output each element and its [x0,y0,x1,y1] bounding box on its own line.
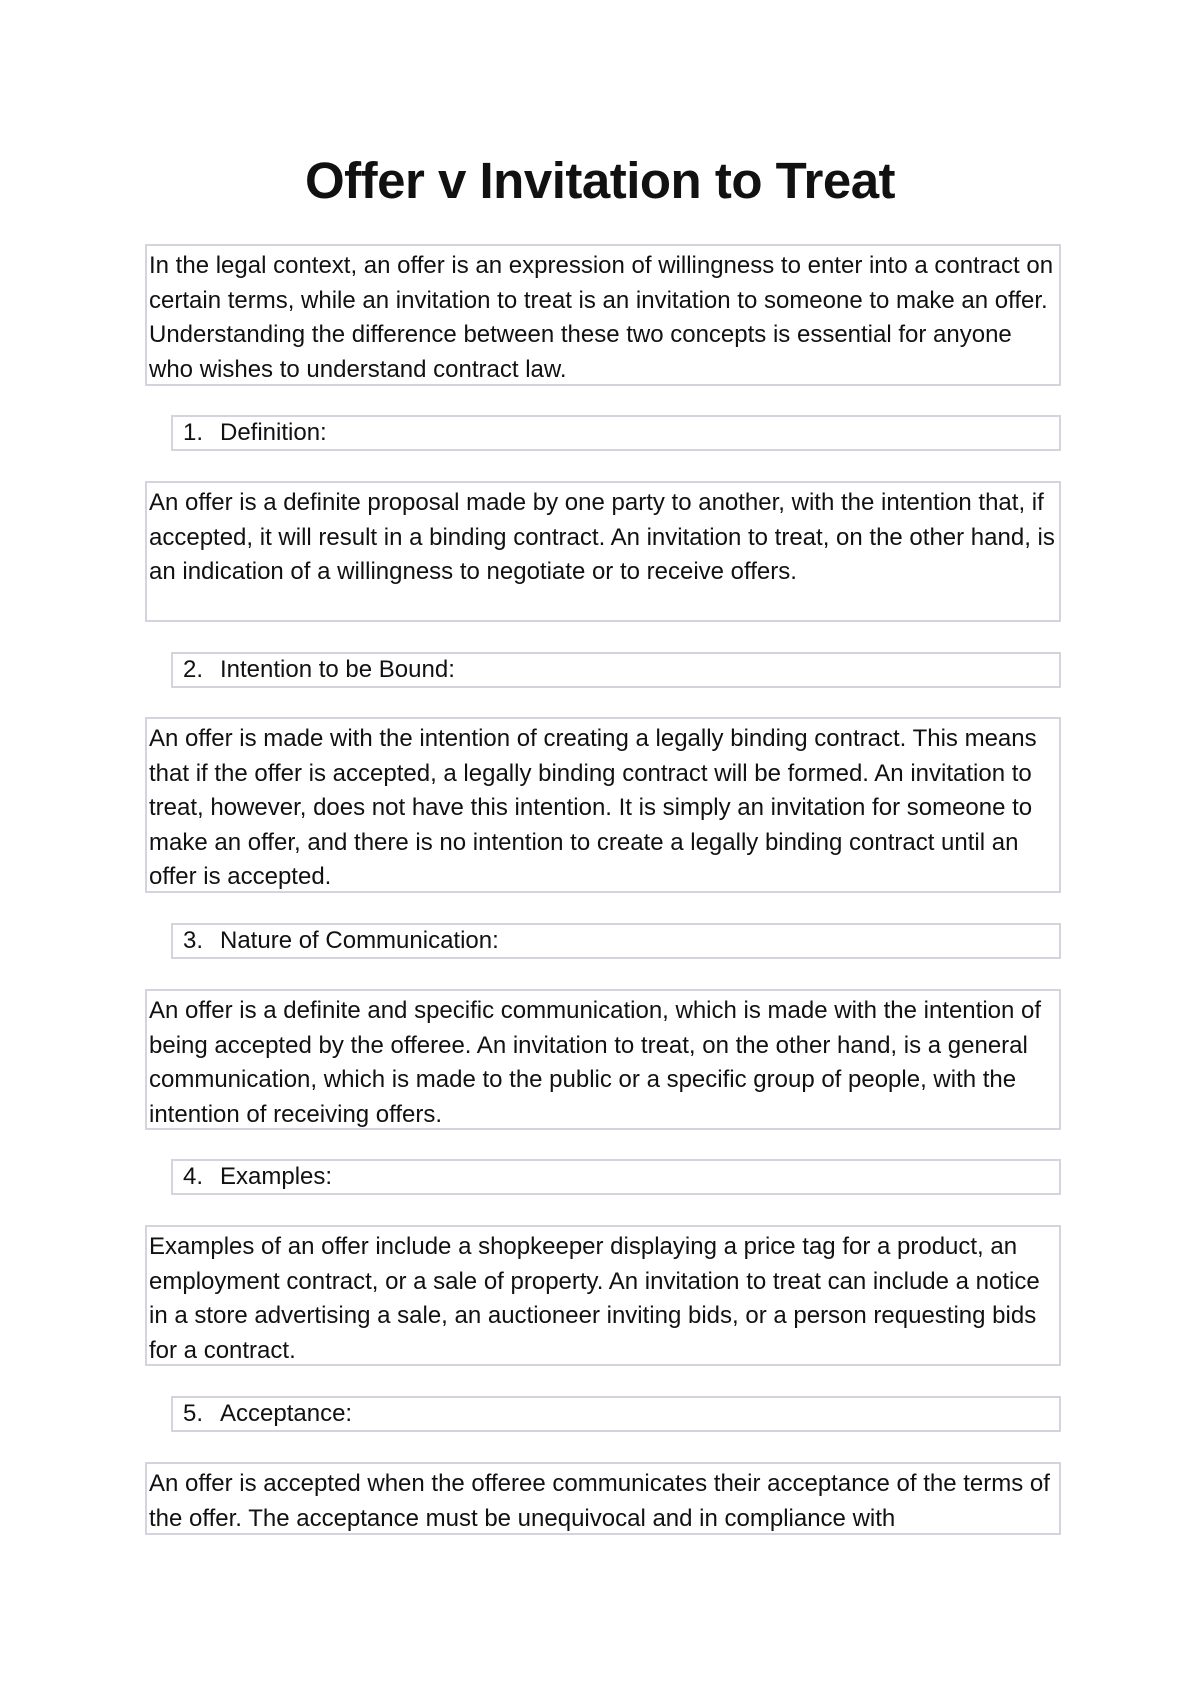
section-number: 2. [183,656,204,683]
section-heading-examples [171,1159,1061,1195]
section-heading-label: Definition: [220,419,327,446]
section-heading-label: Intention to be Bound: [220,656,455,683]
section-heading-label: Nature of Communication: [220,927,499,954]
section-body-definition: An offer is a definite proposal made by one party to another, with the intention that, if accepted, it will result in a binding contract. An invitation to treat, on the other hand, is an indication of a willingness to negotiate or to receive offers. [145,481,1061,622]
section-number: 4. [183,1163,204,1190]
page-title: Offer v Invitation to Treat [304,152,896,209]
section-body-acceptance: An offer is accepted when the offeree communicates their acceptance of the terms of the offer. The acceptance must be unequivocal and in compliance with [145,1462,1061,1535]
section-heading-label: Acceptance: [220,1400,353,1427]
section-body-examples: Examples of an offer include a shopkeeper displaying a price tag for a product, an employment contract, or a sale of property. An invitation to treat can include a notice in a store advertising a sale, an auctioneer inviting bids, or a person requesting bids for a contract. [145,1225,1061,1366]
section-body-intention: An offer is made with the intention of creating a legally binding contract. This means that if the offer is accepted, a legally binding contract will be formed. An invitation to treat, however, does not have this intention. It is simply an invitation for someone to make an offer, and there is no intention to create a legally binding contract until an offer is accepted. [145,717,1061,893]
section-body-communication: An offer is a definite and specific communication, which is made with the intention of being accepted by the offeree. An invitation to treat, on the other hand, is a general communication, which is made to the public or a specific group of people, with the intention of receiving offers. [145,989,1061,1130]
section-number: 5. [183,1400,204,1427]
section-number: 1. [183,419,204,446]
section-number: 3. [183,927,204,954]
section-heading-communication [171,923,1061,959]
section-heading-intention [171,652,1061,688]
intro-paragraph: In the legal context, an offer is an expression of willingness to enter into a contract on certain terms, while an invitation to treat is an invitation to someone to make an offer. Understanding the difference between these two concepts is essential for anyone who wishes to understand contract law. [145,244,1061,386]
section-heading-acceptance [171,1396,1061,1432]
section-heading-definition [171,415,1061,451]
section-heading-label: Examples: [220,1163,333,1190]
